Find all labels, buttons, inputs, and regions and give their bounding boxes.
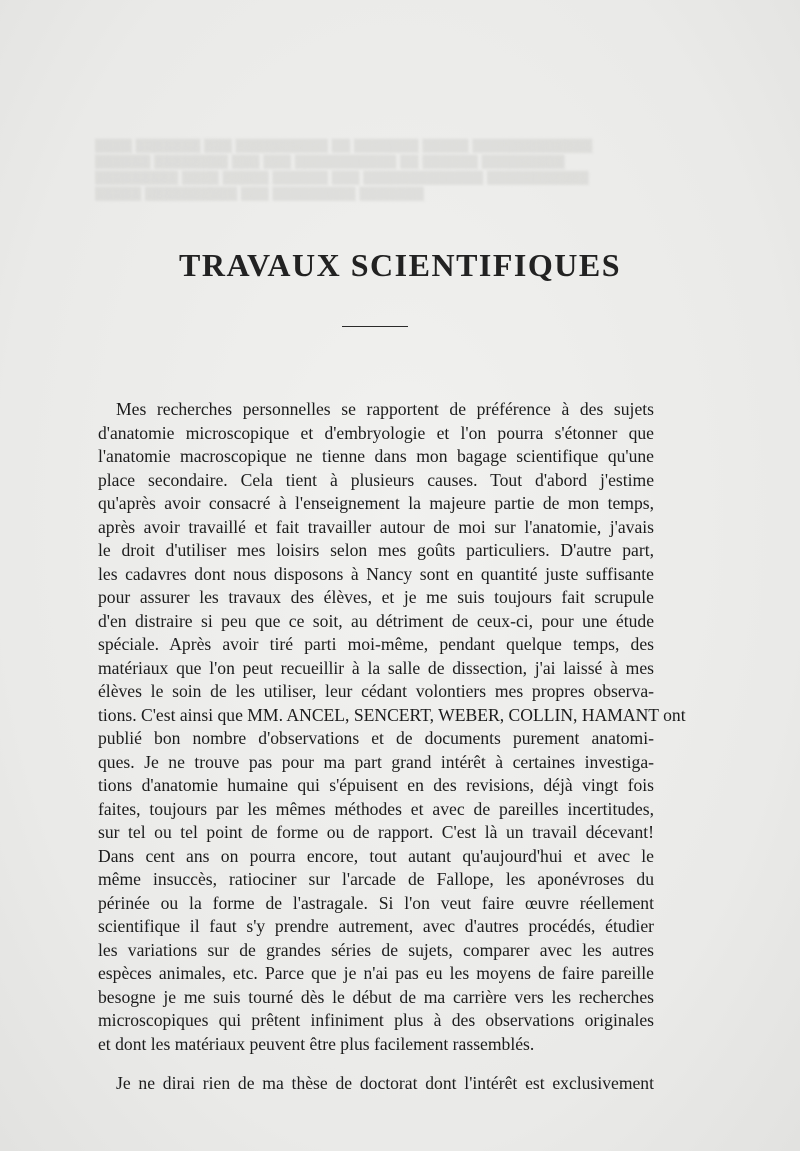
- text-line: et dont les matériaux peuvent être plus facilement rassemblés.: [98, 1033, 535, 1054]
- text-line: d'en distraire si peu que ce soit, au détriment de ceux-ci, pour une étude: [98, 610, 654, 631]
- text-line: même insuccès, ratiociner sur l'arcade de Fallope, les aponévroses du: [98, 869, 654, 889]
- text-line: Dans cent ans on pourra encore, tout autant qu'aujourd'hui et avec le: [98, 845, 654, 866]
- text-line: les cadavres dont nous disposons à Nancy sont en quantité juste suffisante: [98, 563, 654, 584]
- text-line: matériaux que l'on peut recueillir à la salle de dissection, j'ai laissé à mes: [98, 657, 654, 678]
- text-line: publié bon nombre d'observations et de documents purement anatomi-: [98, 728, 654, 748]
- text-line: espèces animales, etc. Parce que je n'ai pas eu les moyens de faire pareille: [98, 963, 654, 983]
- text-line: spéciale. Après avoir tiré parti moi-même, pendant quelque temps, des: [98, 634, 654, 654]
- paragraph-2: [98, 1072, 654, 1096]
- text-line: tions. C'est ainsi que MM. ANCEL, SENCERT, WEBER, COLLIN, HAMANT ont: [98, 704, 686, 725]
- body-text: [98, 398, 686, 1096]
- text-line: ques. Je ne trouve pas pour ma part grand intérêt à certaines investiga-: [98, 751, 654, 772]
- bleed-through-texture: ▒▒▒▒ ▒▒▒▒▒▒▒ ▒▒▒ ▒▒▒▒▒▒▒▒▒▒ ▒▒ ▒▒▒▒▒▒▒ ▒▒▒▒▒ ▒▒▒▒▒▒▒▒▒▒▒▒▒ ▒▒▒▒▒▒ ▒▒▒▒▒▒▒▒ ▒▒▒ ▒▒▒ ▒▒▒▒▒▒▒▒▒▒▒ ▒▒ ▒▒▒▒▒▒ ▒▒▒▒▒▒▒▒▒ ▒▒▒▒▒▒▒▒▒ ▒▒▒▒ ▒▒▒▒▒ ▒▒▒▒▒▒ ▒▒▒ ▒▒▒▒▒▒▒▒▒▒▒▒▒ ▒▒▒▒▒▒▒▒▒▒▒ ▒▒▒▒▒ ▒▒▒▒▒▒▒▒▒▒ ▒▒▒ ▒▒▒▒▒▒▒▒▒ ▒▒▒▒▒▒▒: [95, 139, 593, 201]
- text-line: Je ne dirai rien de ma thèse de doctorat dont l'intérêt est exclusivement: [116, 1073, 654, 1093]
- paragraph-1: [98, 398, 686, 1056]
- paragraph-gap: [98, 1056, 654, 1072]
- text-line: pour assurer les travaux des élèves, et je me suis toujours fait scrupule: [98, 587, 654, 607]
- text-line: besogne je me suis tourné dès le début de ma carrière vers les recherches: [98, 986, 654, 1007]
- title-divider: [342, 326, 408, 327]
- text-line: tions d'anatomie humaine qui s'épuisent en des revisions, déjà vingt fois: [98, 775, 654, 795]
- text-line: périnée ou la forme de l'astragale. Si l'on veut faire œuvre réellement: [98, 892, 654, 913]
- text-line: sur tel ou tel point de forme ou de rapport. C'est là un travail décevant!: [98, 822, 654, 842]
- text-line: après avoir travaillé et fait travailler autour de moi sur l'anatomie, j'avais: [98, 516, 654, 537]
- text-line: élèves le soin de les utiliser, leur cédant volontiers mes propres observa-: [98, 681, 654, 701]
- text-line: le droit d'utiliser mes loisirs selon mes goûts particuliers. D'autre part,: [98, 540, 654, 560]
- text-line: place secondaire. Cela tient à plusieurs causes. Tout d'abord j'estime: [98, 469, 654, 490]
- text-line: l'anatomie macroscopique ne tienne dans mon bagage scientifique qu'une: [98, 446, 654, 466]
- text-line: d'anatomie microscopique et d'embryologie et l'on pourra s'étonner que: [98, 422, 654, 443]
- text-line: qu'après avoir consacré à l'enseignement la majeure partie de mon temps,: [98, 493, 654, 513]
- text-line: faites, toujours par les mêmes méthodes et avec de pareilles incertitudes,: [98, 798, 654, 819]
- page-title: TRAVAUX SCIENTIFIQUES: [179, 247, 621, 283]
- text-line: les variations sur de grandes séries de sujets, comparer avec les autres: [98, 939, 654, 960]
- text-line: microscopiques qui prêtent infiniment plus à des observations originales: [98, 1010, 654, 1030]
- text-line: Mes recherches personnelles se rapportent de préférence à des sujets: [116, 399, 654, 419]
- text-line: scientifique il faut s'y prendre autrement, avec d'autres procédés, étudier: [98, 916, 654, 936]
